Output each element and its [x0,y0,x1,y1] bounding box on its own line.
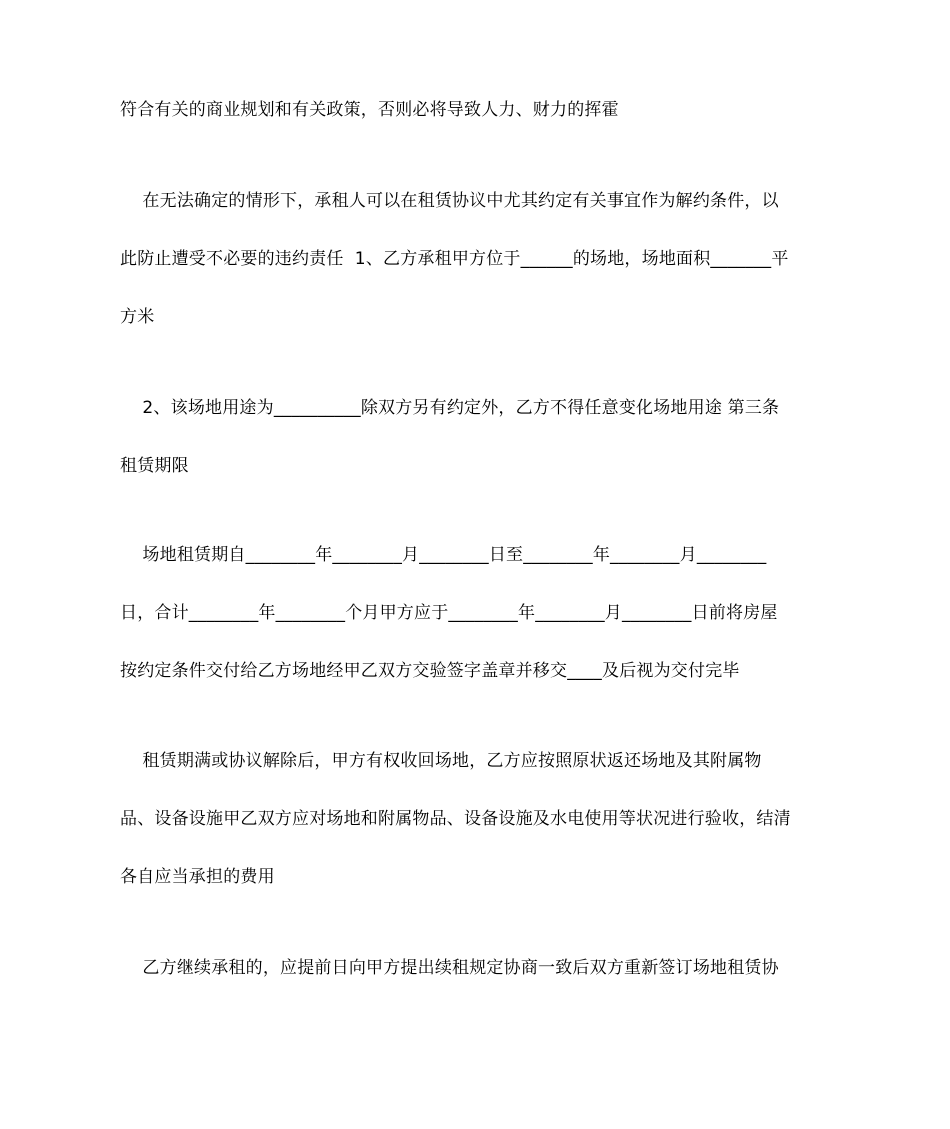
text-line: 2、该场地用途为__________除双方另有约定外，乙方不得任意变化场地用途 第三条 [120,398,780,418]
text-line: 此防止遭受不必要的违约责任 1、乙方承租甲方位于______的场地，场地面积_______平 [120,249,789,269]
text-line: 租赁期限 [120,456,189,476]
text-line: 方米 [120,307,155,327]
text-line: 租赁期满或协议解除后，甲方有权收回场地，乙方应按照原状返还场地及其附属物 [120,751,762,771]
text-line: 在无法确定的情形下，承租人可以在租赁协议中尤其约定有关事宜作为解约条件，以 [120,191,779,211]
text-line: 品、设备设施甲乙双方应对场地和附属物品、设备设施及水电使用等状况进行验收，结清 [120,809,791,829]
text-line: 乙方继续承租的，应提前日向甲方提出续租规定协商一致后双方重新签订场地租赁协 [120,958,779,978]
text-line: 各自应当承担的费用 [120,867,275,887]
text-line: 日，合计________年________个月甲方应于________年________月________日前将房屋 [120,603,778,623]
text-line: 按约定条件交付给乙方场地经甲乙双方交验签字盖章并移交____及后视为交付完毕 [120,661,740,681]
text-line: 符合有关的商业规划和有关政策，否则必将导致人力、财力的挥霍 [120,100,619,120]
text-line: 场地租赁期自________年________月________日至________年________月________ [120,545,767,565]
